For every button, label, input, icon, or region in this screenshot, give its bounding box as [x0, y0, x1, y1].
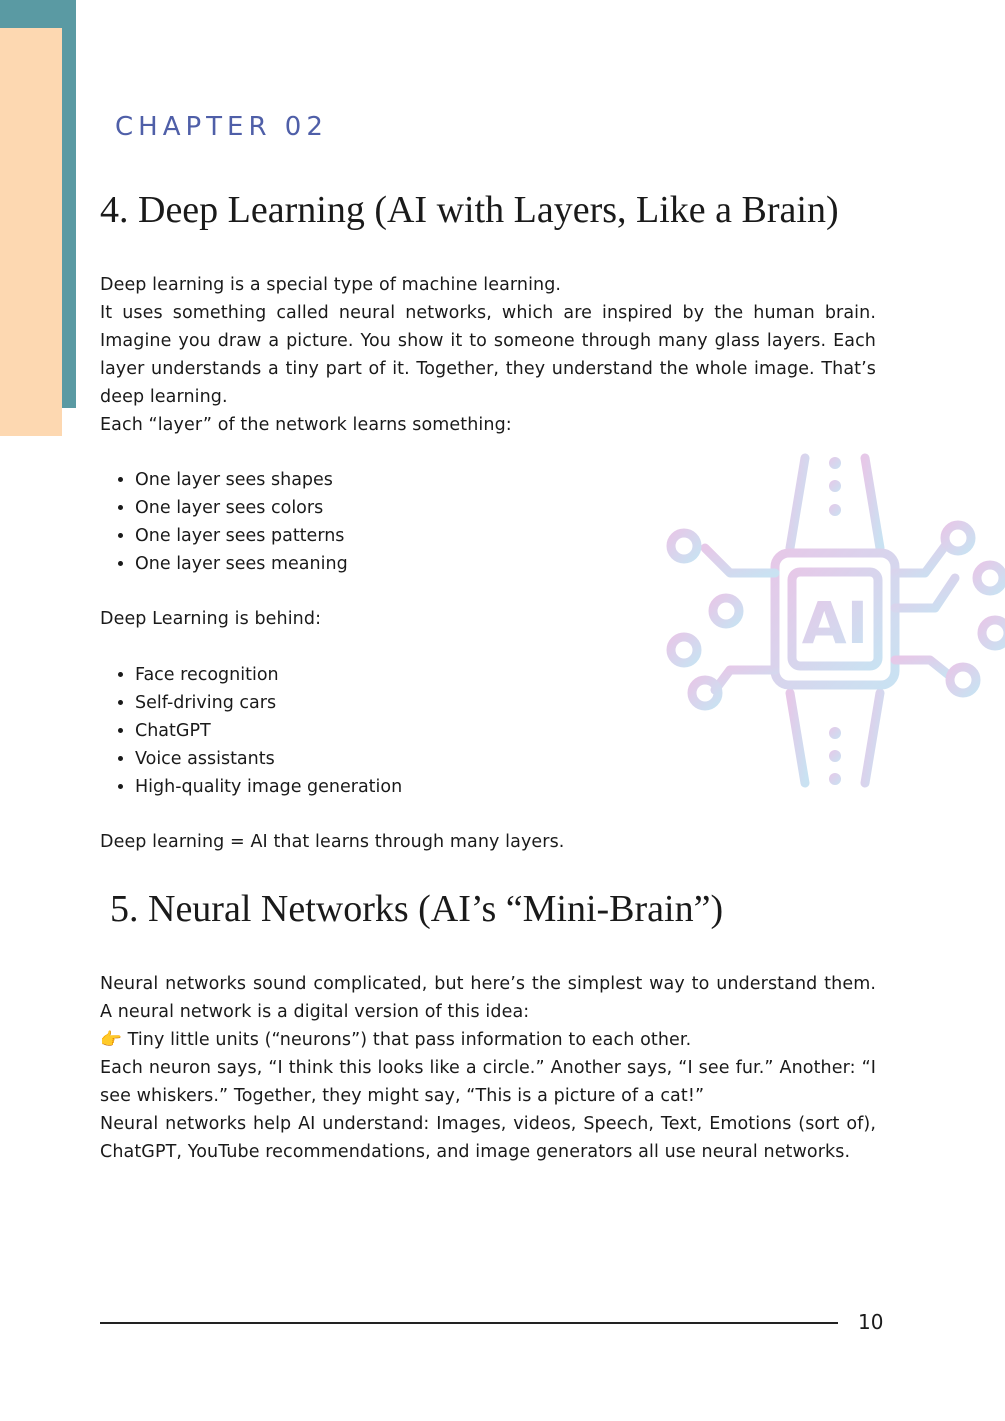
list-item: • ChatGPT — [135, 717, 402, 745]
layer-list — [100, 466, 348, 578]
section-4-title: 4. Deep Learning (AI with Layers, Like a Brain) — [100, 189, 839, 231]
list-item: • Face recognition — [135, 661, 402, 689]
chapter-label: CHAPTER 02 — [115, 112, 328, 142]
pointer-text: Tiny little units (“neurons”) that pass information to each other. — [127, 1030, 692, 1050]
behind-intro: Deep Learning is behind: — [100, 609, 322, 629]
uses-list — [100, 661, 402, 801]
list-item: • High-quality image generation — [135, 773, 402, 801]
list-item: • One layer sees shapes — [135, 466, 348, 494]
list-item: • One layer sees meaning — [135, 550, 348, 578]
deep-learning-description: It uses something called neural networks, which are inspired by the human brain. Imagine you draw a picture. You show it to someone through many glass layers. Each layer understands a tiny part of it. Together, they understand the whole image. That’s deep learning. — [100, 303, 876, 407]
page-number: 10 — [858, 1310, 884, 1334]
list-item: • Voice assistants — [135, 745, 402, 773]
chip-label: AI — [801, 589, 869, 657]
section-5-body — [100, 970, 876, 1166]
decorative-peach-bar — [0, 28, 62, 436]
footer-divider — [100, 1322, 838, 1324]
neural-intro: Neural networks sound complicated, but here’s the simplest way to understand them. A neural network is a digital version of this idea: — [100, 974, 876, 1022]
section-4-summary: Deep learning = AI that learns through many layers. — [100, 832, 565, 852]
list-item: • One layer sees patterns — [135, 522, 348, 550]
list-item: • One layer sees colors — [135, 494, 348, 522]
neuron-example: Each neuron says, “I think this looks like a circle.” Another says, “I see fur.” Another: “I see whiskers.” Together, they might say, “This is a picture of a cat!” — [100, 1058, 876, 1106]
layer-intro: Each “layer” of the network learns something: — [100, 415, 512, 435]
section-4-body — [100, 271, 876, 439]
pointing-hand-icon: 👉 — [100, 1030, 122, 1050]
neural-uses: Neural networks help AI understand: Images, videos, Speech, Text, Emotions (sort of), ChatGPT, YouTube recommendations, and image generators all use neural networks. — [100, 1114, 876, 1162]
list-item: • Self-driving cars — [135, 689, 402, 717]
ai-chip-icon — [660, 448, 1005, 793]
pointer-line — [100, 1026, 876, 1054]
intro-line: Deep learning is a special type of machine learning. — [100, 275, 562, 295]
section-5-title: 5. Neural Networks (AI’s “Mini-Brain”) — [110, 888, 724, 930]
